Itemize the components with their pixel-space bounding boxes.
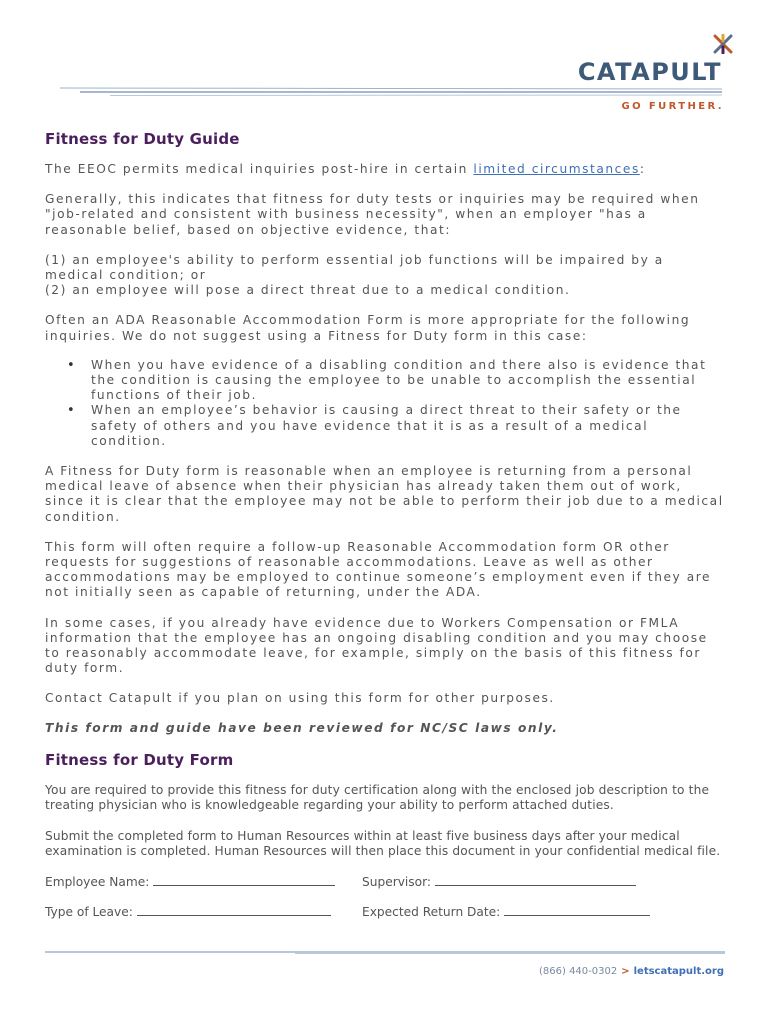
limited-circumstances-link[interactable]: limited circumstances xyxy=(473,162,640,176)
catapult-logo-mark-icon xyxy=(712,34,734,54)
footer-divider xyxy=(45,951,725,954)
tagline: GO FURTHER. xyxy=(621,101,724,112)
employee-name-blank[interactable] xyxy=(153,875,335,886)
guide-section xyxy=(45,130,725,736)
form-row-2 xyxy=(45,905,725,923)
guide-intro xyxy=(45,162,725,177)
review-note: This form and guide have been reviewed for NC/SC laws only. xyxy=(45,720,559,735)
employee-name-label: Employee Name: xyxy=(45,874,150,889)
guide-title: Fitness for Duty Guide xyxy=(45,130,240,148)
supervisor-blank[interactable] xyxy=(435,875,636,886)
expected-return-field[interactable] xyxy=(362,905,650,919)
form-title: Fitness for Duty Form xyxy=(45,751,234,769)
guide-bullet-list xyxy=(45,358,725,449)
list-item: • When you have evidence of a disabling condition and there also is evidence that the condition is causing the employee to be unable to accomplish the essential functions of their job. xyxy=(91,358,725,404)
footer-website-link[interactable]: letscatapult.org xyxy=(633,966,724,977)
intro-text: The EEOC permits medical inquiries post-hire in certain xyxy=(45,162,474,176)
type-of-leave-label: Type of Leave: xyxy=(45,904,133,919)
expected-return-label: Expected Return Date: xyxy=(362,904,501,919)
guide-paragraph-6: Contact Catapult if you plan on using this form for other purposes. xyxy=(45,691,555,706)
type-of-leave-blank[interactable] xyxy=(137,905,331,916)
guide-paragraph-3: A Fitness for Duty form is reasonable when an employee is returning from a personal medical leave of absence when their physician has already taken them out of work, since it is clear that the employee may not be able to perform their job due to a medical condition. xyxy=(45,464,724,524)
header-divider xyxy=(60,86,722,98)
form-row-1 xyxy=(45,875,725,893)
guide-paragraph-4: This form will often require a follow-up Reasonable Accommodation form OR other requests for suggestions of reasonable accommodations. Leave as well as other accommodations may be employed to continue someone’s employment even if they are not initially seen as capable of returning, under the ADA. xyxy=(45,539,712,600)
form-section xyxy=(45,751,725,923)
form-paragraph-2: Submit the completed form to Human Resources within at least five business days after your medical examination is completed. Human Resources will then place this document in your confidential medical file. xyxy=(45,828,721,859)
supervisor-field[interactable] xyxy=(362,875,636,889)
guide-paragraph-1: Generally, this indicates that fitness for duty tests or inquiries may be required when "job-related and consistent with business necessity", when an employer "has a reasonable belief, based on objective evidence, that: xyxy=(45,192,700,237)
condition-2: (2) an employee will pose a direct threat due to a medical condition. xyxy=(45,283,571,298)
expected-return-blank[interactable] xyxy=(504,905,650,916)
footer-separator: > xyxy=(621,966,630,977)
catapult-logo: CATAPULT xyxy=(577,58,722,86)
list-item: • When an employee’s behavior is causing a direct threat to their safety or the safety of others and you have evidence that it is as a result of a medical condition. xyxy=(91,403,725,449)
footer-contact xyxy=(539,966,724,977)
condition-1: (1) an employee's ability to perform essential job functions will be impaired by a medical condition; or xyxy=(45,252,664,283)
guide-paragraph-2: Often an ADA Reasonable Accommodation Form is more appropriate for the following inquiries. We do not suggest using a Fitness for Duty form in this case: xyxy=(45,313,691,343)
intro-colon: : xyxy=(639,162,646,176)
guide-paragraph-5: In some cases, if you already have evidence due to Workers Compensation or FMLA information that the employee has an ongoing disabling condition and you may choose to reasonably accommodate leave, for example, simply on the basis of this fitness for duty form. xyxy=(45,615,708,676)
footer-phone: (866) 440-0302 xyxy=(539,966,618,977)
employee-name-field[interactable] xyxy=(45,875,335,889)
type-of-leave-field[interactable] xyxy=(45,905,331,919)
supervisor-label: Supervisor: xyxy=(362,874,432,889)
form-paragraph-1: You are required to provide this fitness for duty certification along with the enclosed job description to the treating physician who is knowledgeable regarding your ability to perform attached duties. xyxy=(45,783,710,813)
